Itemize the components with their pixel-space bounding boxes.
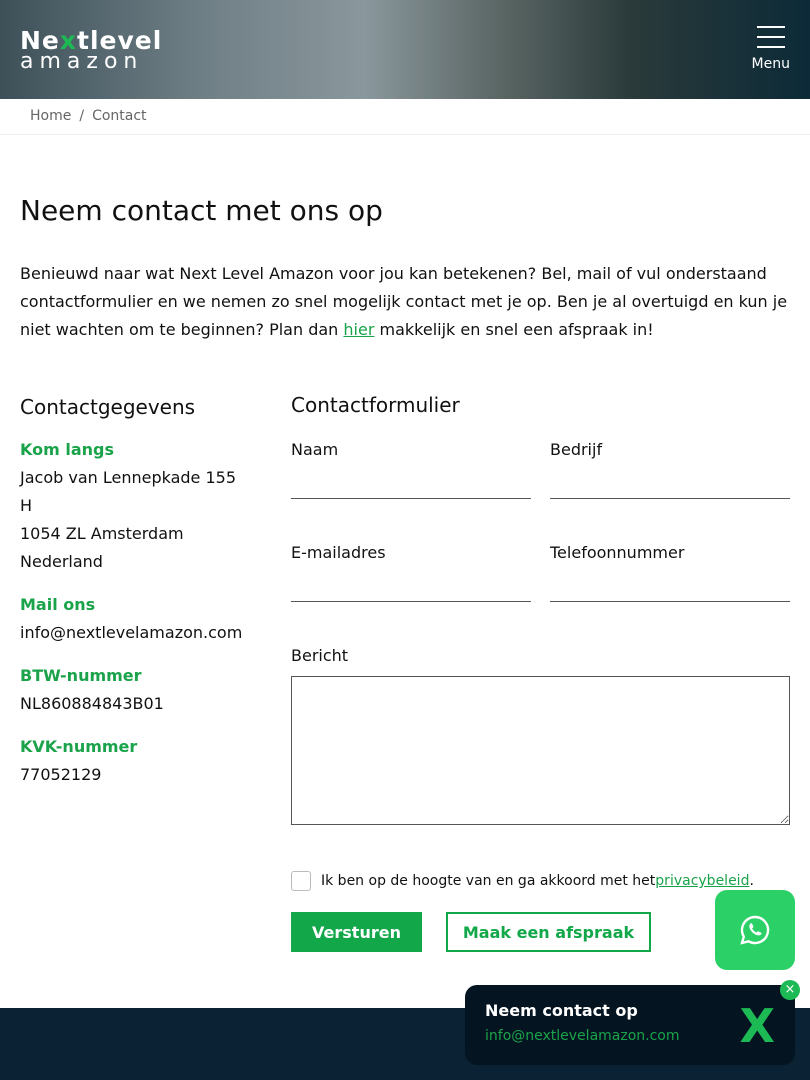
- consent-text: .: [749, 873, 754, 889]
- form-heading: Contactformulier: [291, 393, 460, 417]
- name-input[interactable]: [291, 459, 531, 499]
- visit-label: Kom langs: [20, 440, 114, 459]
- popup-title: Neem contact op: [485, 1001, 638, 1020]
- name-label: Naam: [291, 440, 339, 459]
- contact-details: [20, 393, 260, 789]
- menu-label: Menu: [751, 56, 790, 72]
- menu-button[interactable]: [752, 26, 790, 72]
- intro-text: [20, 260, 790, 344]
- company-field[interactable]: [550, 440, 790, 499]
- popup-logo-icon: X: [739, 999, 775, 1053]
- breadcrumb-separator: /: [79, 108, 85, 124]
- contact-email[interactable]: info@nextlevelamazon.com: [20, 623, 243, 642]
- close-icon[interactable]: ×: [780, 980, 800, 1000]
- consent-checkbox[interactable]: [291, 871, 311, 891]
- logo-subtext: amazon: [20, 49, 144, 74]
- page-title: Neem contact met ons op: [20, 194, 383, 227]
- contact-popup: [465, 985, 795, 1065]
- popup-email[interactable]: info@nextlevelamazon.com: [485, 1028, 680, 1044]
- intro-part: Benieuwd naar wat Next Level Amazon voor jou kan betekenen? Bel, mail of vul onderstaand contactformulier en we nemen zo snel mogelijk contact met je op. Ben je al overtuigd en kun je niet wachten om te beginnen? Plan dan: [20, 264, 788, 339]
- address-line: 1054 ZL Amsterdam: [20, 524, 184, 543]
- logo-x: x: [59, 26, 78, 55]
- kvk-number: 77052129: [20, 765, 102, 784]
- message-label: Bericht: [291, 646, 349, 665]
- contact-form: [291, 393, 790, 942]
- logo-text: Ne: [20, 26, 60, 55]
- intro-part: makkelijk en snel een afspraak in!: [374, 320, 654, 339]
- whatsapp-button[interactable]: [715, 890, 795, 970]
- submit-button[interactable]: Versturen: [291, 912, 422, 952]
- message-input[interactable]: [291, 676, 790, 825]
- phone-label: Telefoonnummer: [550, 543, 685, 562]
- breadcrumb: [0, 99, 810, 135]
- address-line: H: [20, 496, 33, 515]
- logo[interactable]: [20, 28, 162, 73]
- email-input[interactable]: [291, 562, 531, 602]
- kvk-label: KVK-nummer: [20, 737, 138, 756]
- company-label: Bedrijf: [550, 440, 603, 459]
- contact-heading: Contactgegevens: [20, 395, 196, 419]
- whatsapp-icon: [739, 914, 771, 946]
- header-hero: [0, 0, 810, 99]
- phone-field[interactable]: [550, 543, 790, 602]
- privacy-link[interactable]: privacybeleid: [655, 873, 750, 889]
- consent-text: Ik ben op de hoogte van en ga akkoord met het: [321, 873, 656, 889]
- phone-input[interactable]: [550, 562, 790, 602]
- email-label: E-mailadres: [291, 543, 386, 562]
- address-line: Jacob van Lennepkade 155: [20, 468, 237, 487]
- hamburger-icon: [757, 26, 785, 48]
- name-field[interactable]: [291, 440, 531, 499]
- consent-row: [291, 871, 754, 891]
- email-field[interactable]: [291, 543, 531, 602]
- vat-number: NL860884843B01: [20, 694, 164, 713]
- logo-text: tlevel: [77, 26, 163, 55]
- company-input[interactable]: [550, 459, 790, 499]
- mail-label: Mail ons: [20, 595, 96, 614]
- address-line: Nederland: [20, 552, 103, 571]
- appointment-button[interactable]: Maak een afspraak: [446, 912, 651, 952]
- vat-label: BTW-nummer: [20, 666, 142, 685]
- breadcrumb-home[interactable]: Home: [30, 108, 72, 124]
- appointment-link[interactable]: hier: [343, 320, 375, 339]
- breadcrumb-current: Contact: [92, 108, 147, 124]
